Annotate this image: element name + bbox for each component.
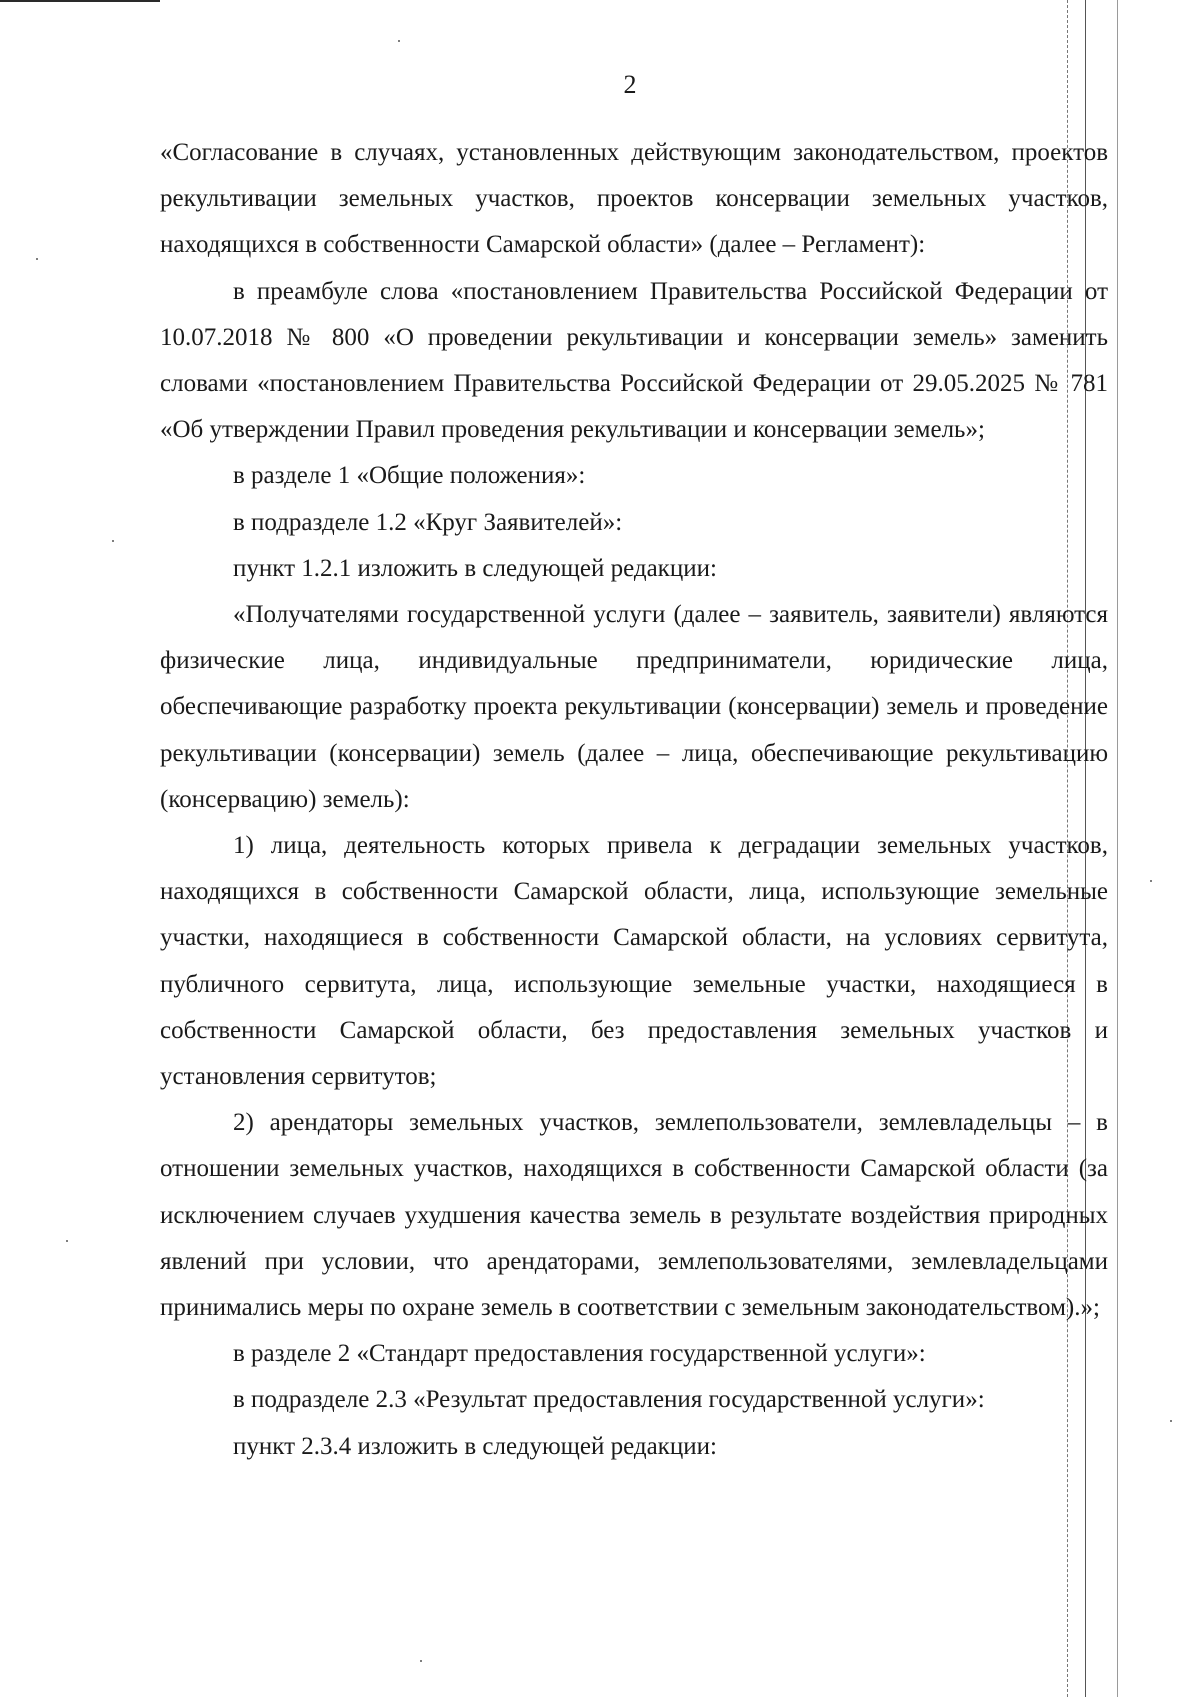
scan-speck [66,1240,68,1242]
scan-speck [420,1660,422,1662]
paragraph-item-1-2-1: пункт 1.2.1 изложить в следующей редакции: [233,554,717,582]
paragraph-applicants: «Получателями государственной услуги (далее – заявитель, заявители) являются физические лица, индивидуальные предприниматели, юридические лица, обеспечивающие разработку проекта рекультивации (консервации) земель и проведение рекультивации (консервации) земель (далее – лица, обеспечивающие рекультивацию (консервацию) земель): [160,601,1108,813]
scan-edge-line [1117,0,1118,1697]
scan-speck [1150,880,1152,882]
paragraph-list-item-1: 1) лица, деятельность которых привела к деградации земельных участков, находящихся в собственности Самарской области, лица, использующие земельные участки, находящиеся в собственности Самарской области, на условиях сервитута, публичного сервитута, лица, использующие земельные участки, находящиеся в собственности Самарской области, без предоставления земельных участков и установления сервитутов; [160,832,1108,1091]
page-number: 2 [623,70,637,99]
scan-speck [112,540,114,542]
paragraph-item-2-3-4: пункт 2.3.4 изложить в следующей редакции: [233,1432,717,1460]
scan-edge-mark [0,0,160,2]
document-body [160,130,1108,1470]
paragraph-subsection-2-3: в подразделе 2.3 «Результат предоставления государственной услуги»: [233,1386,985,1414]
scan-speck [398,40,400,42]
paragraph-list-item-2: 2) арендаторы земельных участков, землепользователи, землевладельцы – в отношении земельных участков, находящихся в собственности Самарской области (за исключением случаев ухудшения качества земель в результате воздействия природных явлений при условии, что арендаторами, землепользователями, землевладельцами принимались меры по охране земель в соответствии с земельным законодательством).»; [160,1109,1108,1322]
paragraph-subsection-1-2: в подразделе 1.2 «Круг Заявителей»: [233,508,623,536]
paragraph-preamble: в преамбуле слова «постановлением Правительства Российской Федерации от 10.07.2018 № 800 «О проведении рекультивации и консервации земель» заменить словами «постановлением Правительства Российской Федерации от 29.05.2025 № 781 «Об утверждении Правил проведения рекультивации и консервации земель»; [160,277,1108,444]
paragraph-section-1: в разделе 1 «Общие положения»: [233,462,586,490]
paragraph-section-2: в разделе 2 «Стандарт предоставления государственной услуги»: [233,1340,926,1368]
scan-speck [1170,1420,1172,1422]
scan-speck [36,258,38,260]
paragraph-regulation-title: «Согласование в случаях, установленных действующим законодательством, проектов рекультивации земельных участков, проектов консервации земельных участков, находящихся в собственности Самарской области» (далее – Регламент): [160,139,1108,259]
